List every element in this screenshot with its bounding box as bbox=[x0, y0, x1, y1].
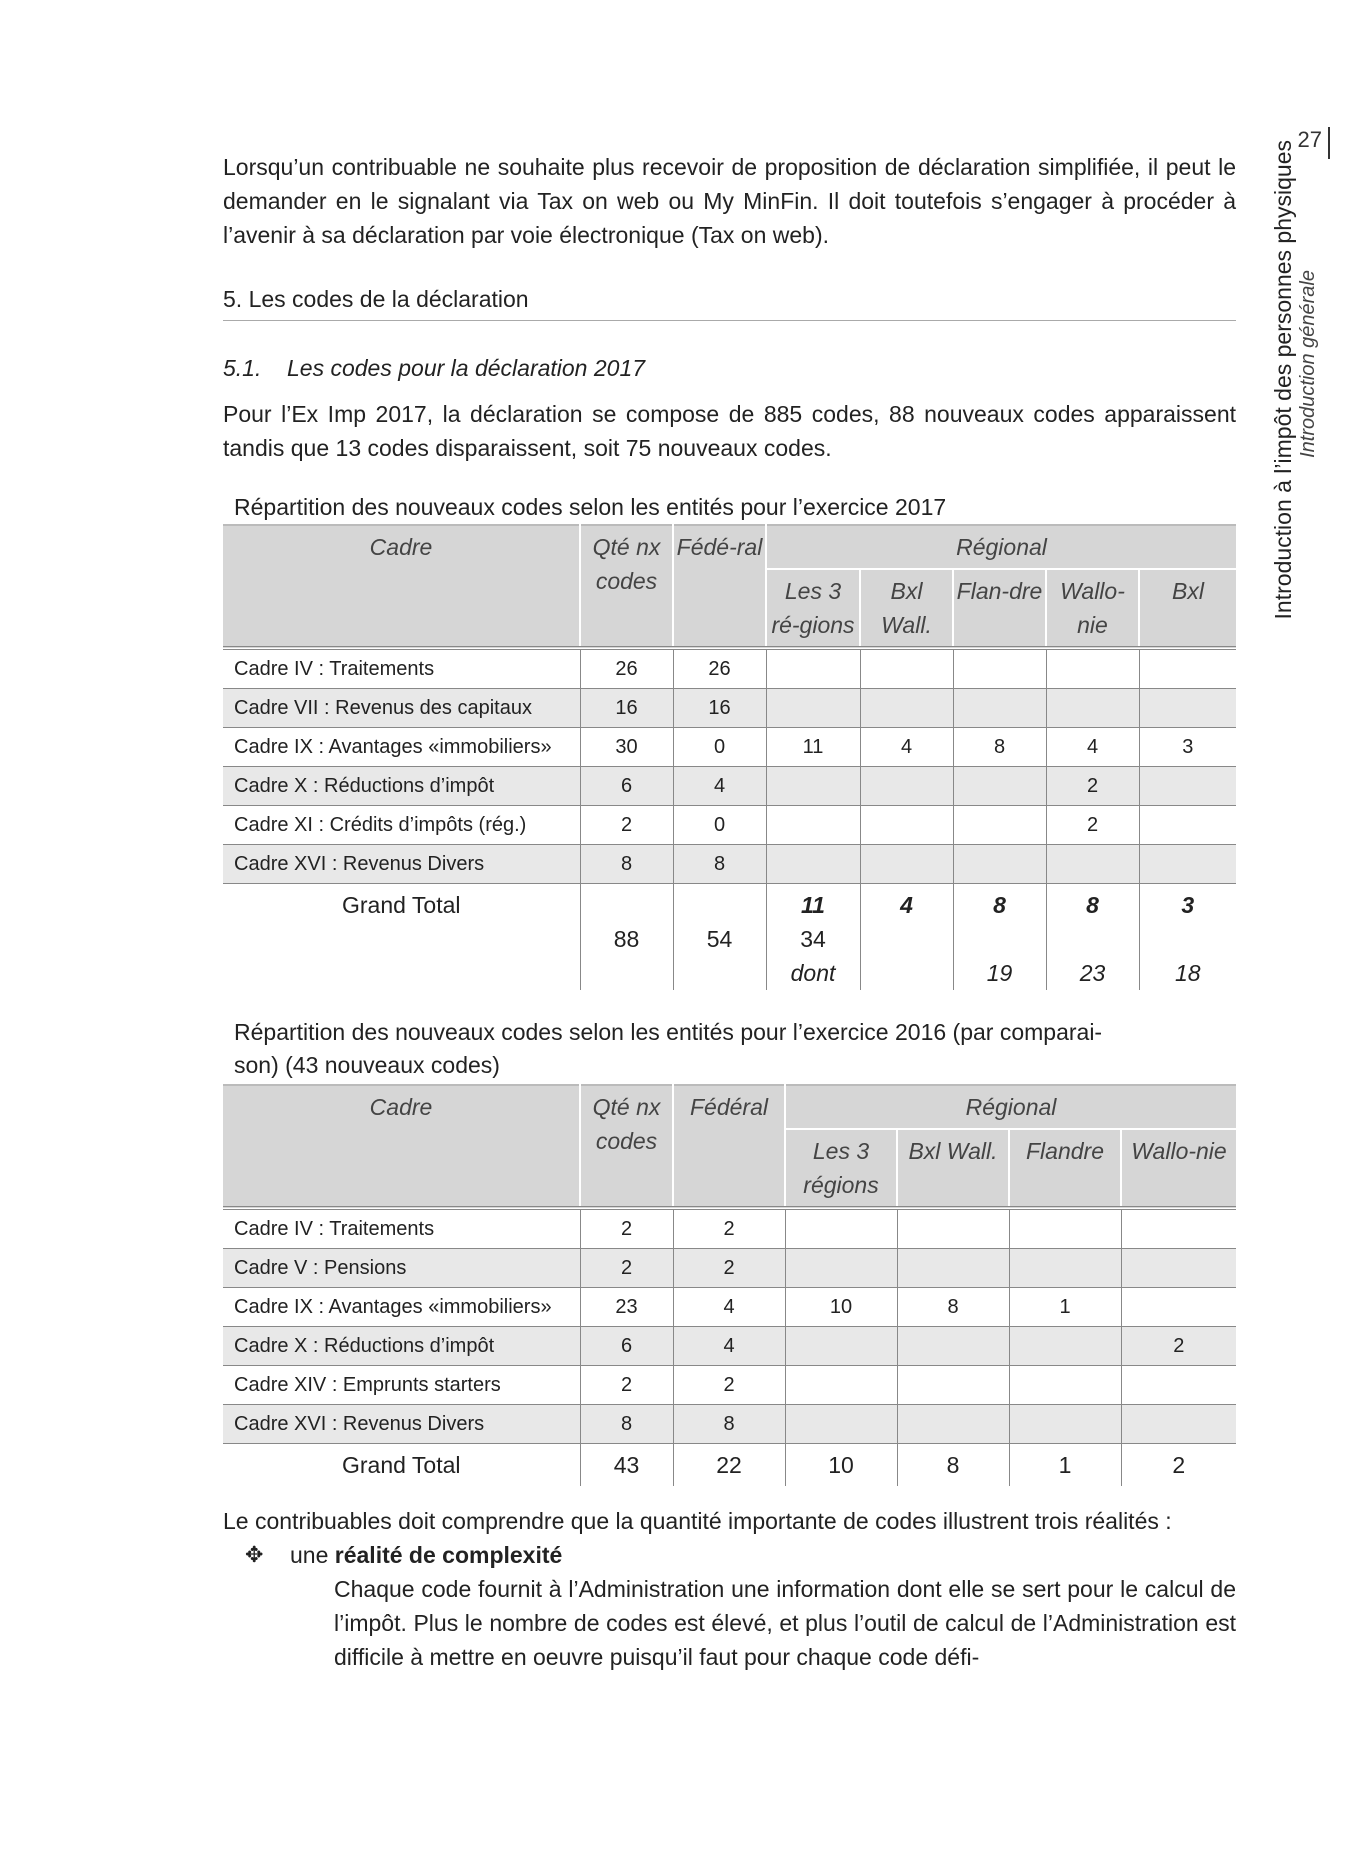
total-bxl-c: 18 bbox=[1174, 960, 1201, 986]
cell-cadre: Cadre IV : Traitements bbox=[223, 648, 580, 689]
closing-paragraph: Le contribuables doit comprendre que la quantité importante de codes illustrent trois réalités : bbox=[223, 1508, 1172, 1534]
cell-qte: 2 bbox=[580, 1366, 673, 1405]
total-flandre-c: 19 bbox=[986, 960, 1013, 986]
header-qte: Qté nx codes bbox=[580, 1085, 673, 1208]
bullet-body: Chaque code fournit à l’Administration une information dont elle se sert pour le calcul de l’impôt. Plus le nombre de codes est élevé, et plus l’outil de calcul de l’Administration est difficile à mettre en oeuvre puisqu’il faut pour chaque code défi- bbox=[334, 1576, 1236, 1670]
table-row bbox=[223, 1208, 1236, 1249]
cell-flandre bbox=[953, 689, 1046, 728]
cell-wallonie bbox=[1121, 1405, 1236, 1444]
cell-bxlwall: 4 bbox=[860, 728, 953, 767]
cell-cadre: Cadre IX : Avantages «immobiliers» bbox=[223, 728, 580, 767]
header-qte: Qté nx codes bbox=[580, 525, 673, 648]
cell-bxl bbox=[1139, 648, 1236, 689]
table-row bbox=[223, 1288, 1236, 1327]
table-row bbox=[223, 845, 1236, 884]
cell-total-wallonie bbox=[1046, 884, 1139, 991]
table-row bbox=[223, 1405, 1236, 1444]
header-regional: Régional bbox=[785, 1085, 1236, 1129]
header-federal: Fédé-ral bbox=[673, 525, 766, 648]
header-bxl: Bxl bbox=[1139, 569, 1236, 648]
table-row bbox=[223, 1327, 1236, 1366]
table-row bbox=[223, 1249, 1236, 1288]
cell-les3 bbox=[766, 806, 860, 845]
header-bxlwall: Bxl Wall. bbox=[897, 1129, 1009, 1208]
cell-total-les3: 10 bbox=[785, 1444, 897, 1487]
header-les3: Les 3 ré-gions bbox=[766, 569, 860, 648]
cell-total-flandre: 1 bbox=[1009, 1444, 1121, 1487]
cell-les3 bbox=[785, 1366, 897, 1405]
cell-les3 bbox=[766, 689, 860, 728]
total-wallonie-c: 23 bbox=[1079, 960, 1106, 986]
intro-paragraph: Lorsqu’un contribuable ne souhaite plus recevoir de proposition de déclaration simplifiée, il peut le demander en le signalant via Tax on web ou My MinFin. Il doit toutefois s’engager à procéder à l’avenir à sa déclaration par voie électronique (Tax on web). bbox=[223, 154, 1236, 248]
cell-wallonie bbox=[1121, 1288, 1236, 1327]
cell-total-federal bbox=[673, 884, 766, 991]
header-flandre: Flan-dre bbox=[953, 569, 1046, 648]
cell-qte: 6 bbox=[580, 767, 673, 806]
bullet-item bbox=[245, 1538, 1236, 1572]
cell-total-label: Grand Total bbox=[223, 1444, 580, 1487]
codes-paragraph: Pour l’Ex Imp 2017, la déclaration se compose de 885 codes, 88 nouveaux codes apparaissent tandis que 13 codes disparaissent, soit 75 nouveaux codes. bbox=[223, 401, 1236, 461]
cell-bxl: 3 bbox=[1139, 728, 1236, 767]
cell-flandre bbox=[1009, 1249, 1121, 1288]
total-bxl-a: 3 bbox=[1181, 892, 1195, 918]
cell-flandre bbox=[1009, 1366, 1121, 1405]
cell-bxlwall bbox=[860, 648, 953, 689]
bullet-bold-term: réalité de complexité bbox=[334, 1542, 563, 1568]
cell-qte: 6 bbox=[580, 1327, 673, 1366]
cell-les3 bbox=[785, 1249, 897, 1288]
table2-caption-line2: son) (43 nouveaux codes) bbox=[234, 1052, 500, 1078]
cell-qte: 2 bbox=[580, 1249, 673, 1288]
cell-les3: 10 bbox=[785, 1288, 897, 1327]
cell-wallonie bbox=[1046, 689, 1139, 728]
table-row bbox=[223, 689, 1236, 728]
cell-total-label: Grand Total bbox=[223, 884, 580, 991]
header-wallonie: Wallo-nie bbox=[1046, 569, 1139, 648]
total-wallonie-a: 8 bbox=[1086, 892, 1099, 918]
cell-wallonie bbox=[1121, 1249, 1236, 1288]
cell-cadre: Cadre IV : Traitements bbox=[223, 1208, 580, 1249]
cell-cadre: Cadre VII : Revenus des capitaux bbox=[223, 689, 580, 728]
cell-total-qte: 43 bbox=[580, 1444, 673, 1487]
cell-total-wallonie: 2 bbox=[1121, 1444, 1236, 1487]
cell-les3 bbox=[766, 648, 860, 689]
grand-total-row bbox=[223, 1444, 1236, 1487]
table-row bbox=[223, 806, 1236, 845]
diamond-bullet-icon: ✥ bbox=[245, 1542, 264, 1567]
cell-total-federal: 22 bbox=[673, 1444, 785, 1487]
cell-federal: 4 bbox=[673, 767, 766, 806]
table-row bbox=[223, 728, 1236, 767]
cell-bxl bbox=[1139, 845, 1236, 884]
cell-total-bxlwall bbox=[860, 884, 953, 991]
cell-federal: 8 bbox=[673, 1405, 785, 1444]
subsection-heading bbox=[223, 351, 1236, 385]
cell-flandre: 1 bbox=[1009, 1288, 1121, 1327]
cell-federal: 4 bbox=[673, 1288, 785, 1327]
cell-qte: 8 bbox=[580, 1405, 673, 1444]
cell-wallonie: 2 bbox=[1046, 767, 1139, 806]
header-cadre: Cadre bbox=[223, 1085, 580, 1208]
table-2017 bbox=[223, 524, 1236, 990]
cell-wallonie: 2 bbox=[1046, 806, 1139, 845]
cell-total-bxl bbox=[1139, 884, 1236, 991]
cell-flandre bbox=[953, 806, 1046, 845]
cell-wallonie bbox=[1046, 845, 1139, 884]
cell-federal: 0 bbox=[673, 806, 766, 845]
cell-les3 bbox=[785, 1208, 897, 1249]
cell-bxlwall bbox=[860, 767, 953, 806]
cell-les3 bbox=[785, 1405, 897, 1444]
table-row bbox=[223, 1366, 1236, 1405]
running-title-rotated bbox=[1270, 140, 1320, 710]
cell-bxlwall bbox=[860, 689, 953, 728]
header-bxlwall: Bxl Wall. bbox=[860, 569, 953, 648]
subsection-number: 5.1. bbox=[223, 355, 262, 381]
table2-caption bbox=[223, 1016, 1236, 1082]
cell-cadre: Cadre X : Réductions d’impôt bbox=[223, 767, 580, 806]
cell-qte: 2 bbox=[580, 806, 673, 845]
total-flandre-a: 8 bbox=[993, 892, 1006, 918]
cell-wallonie: 4 bbox=[1046, 728, 1139, 767]
bullet-prefix: une bbox=[290, 1542, 329, 1568]
total-les3-b: 34 bbox=[800, 926, 826, 952]
cell-bxl bbox=[1139, 689, 1236, 728]
cell-federal: 4 bbox=[673, 1327, 785, 1366]
cell-cadre: Cadre XIV : Emprunts starters bbox=[223, 1366, 580, 1405]
grand-total-row bbox=[223, 884, 1236, 991]
cell-flandre bbox=[953, 648, 1046, 689]
cell-flandre bbox=[953, 767, 1046, 806]
cell-federal: 26 bbox=[673, 648, 766, 689]
cell-flandre: 8 bbox=[953, 728, 1046, 767]
total-les3-a: 11 bbox=[801, 892, 825, 918]
cell-qte: 16 bbox=[580, 689, 673, 728]
cell-cadre: Cadre XVI : Revenus Divers bbox=[223, 1405, 580, 1444]
cell-bxlwall bbox=[860, 806, 953, 845]
cell-bxlwall bbox=[860, 845, 953, 884]
subsection-title: Les codes pour la déclaration 2017 bbox=[287, 355, 646, 381]
table-row bbox=[223, 767, 1236, 806]
cell-qte: 8 bbox=[580, 845, 673, 884]
section-heading: 5. Les codes de la déclaration bbox=[223, 282, 1236, 321]
header-les3: Les 3 régions bbox=[785, 1129, 897, 1208]
cell-cadre: Cadre IX : Avantages «immobiliers» bbox=[223, 1288, 580, 1327]
cell-total-les3 bbox=[766, 884, 860, 991]
cell-bxlwall bbox=[897, 1366, 1009, 1405]
table2-caption-line1: Répartition des nouveaux codes selon les entités pour l’exercice 2016 (par comparai- bbox=[234, 1019, 1103, 1045]
cell-federal: 2 bbox=[673, 1249, 785, 1288]
cell-cadre: Cadre V : Pensions bbox=[223, 1249, 580, 1288]
cell-federal: 8 bbox=[673, 845, 766, 884]
cell-wallonie bbox=[1121, 1366, 1236, 1405]
cell-qte: 26 bbox=[580, 648, 673, 689]
cell-cadre: Cadre X : Réductions d’impôt bbox=[223, 1327, 580, 1366]
side-running-header bbox=[1270, 127, 1330, 710]
cell-bxl bbox=[1139, 767, 1236, 806]
cell-flandre bbox=[1009, 1208, 1121, 1249]
cell-les3 bbox=[766, 845, 860, 884]
cell-bxlwall bbox=[897, 1327, 1009, 1366]
page-number: 27 bbox=[1298, 127, 1330, 159]
cell-les3: 11 bbox=[766, 728, 860, 767]
cell-cadre: Cadre XVI : Revenus Divers bbox=[223, 845, 580, 884]
cell-federal: 2 bbox=[673, 1366, 785, 1405]
cell-flandre bbox=[953, 845, 1046, 884]
cell-wallonie bbox=[1121, 1208, 1236, 1249]
header-cadre: Cadre bbox=[223, 525, 580, 648]
table-2016 bbox=[223, 1084, 1236, 1486]
total-qte: 88 bbox=[613, 926, 640, 952]
cell-total-flandre bbox=[953, 884, 1046, 991]
cell-qte: 2 bbox=[580, 1208, 673, 1249]
cell-wallonie bbox=[1046, 648, 1139, 689]
total-federal: 54 bbox=[706, 926, 733, 952]
total-bxlwall-a: 4 bbox=[900, 892, 913, 918]
cell-qte: 23 bbox=[580, 1288, 673, 1327]
running-title: Introduction à l’impôt des personnes physiques bbox=[1270, 140, 1296, 620]
cell-wallonie: 2 bbox=[1121, 1327, 1236, 1366]
total-les3-c: dont bbox=[790, 960, 836, 986]
cell-bxl bbox=[1139, 806, 1236, 845]
header-federal: Fédéral bbox=[673, 1085, 785, 1208]
header-wallonie: Wallo-nie bbox=[1121, 1129, 1236, 1208]
cell-les3 bbox=[766, 767, 860, 806]
cell-bxlwall bbox=[897, 1249, 1009, 1288]
cell-federal: 16 bbox=[673, 689, 766, 728]
cell-qte: 30 bbox=[580, 728, 673, 767]
cell-cadre: Cadre XI : Crédits d’impôts (rég.) bbox=[223, 806, 580, 845]
running-subtitle: Introduction générale bbox=[1297, 270, 1319, 458]
table-row bbox=[223, 648, 1236, 689]
cell-bxlwall bbox=[897, 1208, 1009, 1249]
cell-total-qte bbox=[580, 884, 673, 991]
header-flandre: Flandre bbox=[1009, 1129, 1121, 1208]
cell-flandre bbox=[1009, 1327, 1121, 1366]
header-regional: Régional bbox=[766, 525, 1236, 569]
cell-les3 bbox=[785, 1327, 897, 1366]
cell-total-bxlwall: 8 bbox=[897, 1444, 1009, 1487]
cell-federal: 2 bbox=[673, 1208, 785, 1249]
table1-caption: Répartition des nouveaux codes selon les entités pour l’exercice 2017 bbox=[234, 494, 947, 520]
cell-bxlwall: 8 bbox=[897, 1288, 1009, 1327]
cell-bxlwall bbox=[897, 1405, 1009, 1444]
cell-flandre bbox=[1009, 1405, 1121, 1444]
cell-federal: 0 bbox=[673, 728, 766, 767]
page-body bbox=[223, 150, 1236, 1674]
